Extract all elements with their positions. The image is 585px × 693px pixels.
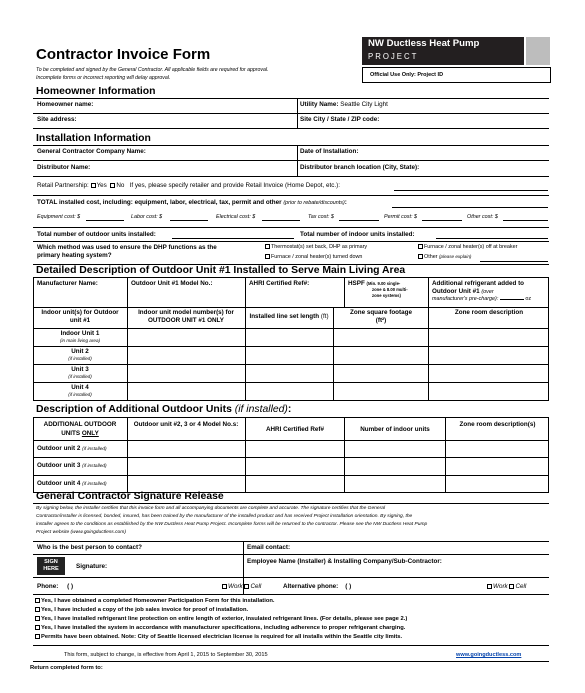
signature-release-heading: General Contractor Signature Release [36,491,224,502]
indoor-unit-label: Unit 4 [71,384,89,391]
col-lineset: Installed line set length (ft) [249,313,329,320]
site-city-field[interactable]: Site City / State / ZIP code: [300,116,380,123]
divider [33,382,549,383]
indoor-unit-note: (if installed) [68,356,92,361]
refrigerant-field[interactable]: Additional refrigerant added to [432,280,525,287]
equipment-cost-field[interactable]: Equipment cost: $ [37,214,81,220]
divider [33,475,549,476]
certification-item[interactable]: Yes, I have included a copy of the job sales invoice for proof of installation. [35,607,248,613]
thermostat-checkbox[interactable] [265,244,270,249]
col-sqft: Zone square footage (ft²) [350,309,412,324]
certification-item[interactable]: Permits have been obtained. Note: City of Seattle licensed electrician license is required for all installs within the Seattle city limits. [35,634,402,640]
divider [33,176,549,177]
permit-cost-line[interactable] [422,220,462,221]
hspf-note-3: zone systems) [372,293,401,298]
website-link[interactable]: www.goingductless.com [456,652,522,658]
tax-cost-field[interactable]: Tax cost: $ [308,214,334,220]
retail-partnership-row: Retail Partnership: Yes No If yes, please specify retailer and provide Retail Invoice (Home Depot, etc.): [37,182,340,189]
divider [33,364,549,365]
certification-checkbox[interactable] [35,598,40,603]
col-additional-ahri: AHRI Certified Ref# [265,426,325,433]
contact-person-field[interactable]: Who is the best person to contact? [37,544,142,551]
divider [245,417,246,493]
method-other-option[interactable]: Other (please explain) [418,254,471,260]
method-furnace-off-option[interactable]: Furnace / zonal heater(s) off at breaker [418,244,517,250]
alt-phone-field[interactable]: Alternative phone: ( ) [283,583,352,590]
col-additional-units-2: UNITS ONLY [61,430,99,437]
divider [33,440,549,441]
phone-type-options: Work Cell [222,583,261,590]
install-date-field[interactable]: Date of Installation: [300,148,359,155]
divider [33,328,549,329]
method-question-line2: primary heating system? [37,252,112,259]
divider [33,661,549,662]
divider [33,195,549,196]
alt-phone-type-options: Work Cell [487,583,526,590]
certification-checkbox[interactable] [35,625,40,630]
certification-checkbox[interactable] [35,616,40,621]
additional-unit-row[interactable]: Outdoor unit 3 (if installed) [37,462,107,469]
retailer-input-line[interactable] [394,190,548,191]
divider [33,541,549,542]
divider [127,417,128,493]
indoor-unit-label: Indoor Unit 1 [60,330,100,337]
tax-cost-line[interactable] [339,220,379,221]
divider [33,594,549,595]
electrical-cost-field[interactable]: Electrical cost: $ [216,214,256,220]
divider [33,503,549,504]
certification-checkbox[interactable] [35,607,40,612]
homeowner-section-heading: Homeowner Information [36,86,156,97]
indoor-unit-note: (in main living area) [59,338,101,343]
form-title: Contractor Invoice Form [36,46,211,63]
alt-cell-checkbox[interactable] [509,584,514,589]
method-thermostat-option[interactable]: Thermostat(s) set back, DHP as primary [265,244,367,250]
divider [33,241,549,242]
official-use-field[interactable]: Official Use Only: Project ID [362,67,551,83]
refrigerant-line3: manufacturer's pre-charge): oz [432,296,532,302]
col-indoor-units: Indoor unit(s) for Outdoor unit #1 [41,309,119,324]
release-text-3: installer agrees to the conditions as established by the NW Ductless Heat Pump Project. Incomplete forms will be returned to the contractor. Please see the NW Ductless Heat Pump [36,522,428,527]
divider [33,113,549,114]
brand-accent-box [526,37,550,65]
utility-name-label: Utility Name: Seattle City Light [300,101,388,108]
divider [33,98,549,99]
divider [33,554,549,555]
equipment-cost-line[interactable] [86,220,124,221]
return-form-to: Return completed form to: [30,665,103,671]
divider [33,346,549,347]
certification-checkbox[interactable] [35,634,40,639]
form-instructions-1: To be completed and signed by the General Contractor. All applicable fields are required for approval. [36,67,269,73]
divider [33,128,549,129]
phone-field[interactable]: Phone: ( ) [37,583,74,590]
release-text-4: Project website (www.goingductless.com) [36,530,126,535]
homeowner-name-field[interactable]: Homeowner name: [37,101,94,108]
divider [33,577,549,578]
ahri-ref-field[interactable]: AHRI Certified Ref#: [249,280,310,287]
additional-units-section-heading: Description of Additional Outdoor Units (if installed): [36,404,292,415]
outdoor-units-count-field[interactable]: Total number of outdoor units installed: [37,231,156,238]
retail-yes-checkbox[interactable] [91,183,96,188]
additional-unit-row[interactable]: Outdoor unit 4 (if installed) [37,480,107,487]
outdoor-units-count-line[interactable] [172,238,294,239]
outdoor-unit1-model-field[interactable]: Outdoor Unit #1 Model No.: [131,280,213,287]
indoor-unit-note: (if installed) [68,392,92,397]
method-furnace-down-option[interactable]: Furnace / zonal heater(s) turned down [265,254,362,260]
other-method-checkbox[interactable] [418,254,423,259]
col-indoor-model: Indoor unit model number(s) for OUTDOOR UNIT #1 ONLY [138,309,234,324]
email-contact-field[interactable]: Email contact: [247,544,291,551]
indoor-units-count-field[interactable]: Total number of indoor units installed: [300,231,415,238]
divider [33,227,549,228]
total-cost-input-line[interactable] [392,207,548,208]
distributor-name-field[interactable]: Distributor Name: [37,164,91,171]
indoor-units-count-line[interactable] [436,238,548,239]
manufacturer-field[interactable]: Manufacturer Name: [37,280,98,287]
permit-cost-field[interactable]: Permit cost: $ [384,214,417,220]
indoor-unit-label: Unit 2 [71,348,89,355]
retail-no-checkbox[interactable] [110,183,115,188]
effective-dates-footer: This form, subject to change, is effective from April 1, 2015 to September 30, 2015 [64,652,268,658]
gc-company-field[interactable]: General Contractor Company Name: [37,148,146,155]
employee-name-field[interactable]: Employee Name (Installer) & Installing Company/Sub-Contractor: [247,558,442,565]
work-phone-checkbox[interactable] [222,584,227,589]
divider [33,160,549,161]
brand-name: NW Ductless Heat Pump [368,38,480,49]
outdoor-unit1-section-heading: Detailed Description of Outdoor Unit #1 Installed to Serve Main Living Area [36,265,406,276]
col-additional-zone: Zone room description(s) [459,421,536,428]
other-method-line[interactable] [480,261,548,262]
alt-work-checkbox[interactable] [487,584,492,589]
labor-cost-line[interactable] [170,220,208,221]
indoor-unit-note: (if installed) [68,374,92,379]
certification-item[interactable]: Yes, I have obtained a completed Homeowner Participation Form for this installation. [35,598,275,604]
divider [344,417,345,493]
total-cost-label: TOTAL installed cost, including: equipment, labor, electrical, tax, permit and other (prior to rebate/discounts): [37,199,347,206]
additional-unit-row[interactable]: Outdoor unit 2 (if installed) [37,445,107,452]
form-instructions-2: Incomplete forms or incorrect reporting will delay approval. [36,75,171,81]
divider [33,307,549,308]
col-additional-units: ADDITIONAL OUTDOOR [43,421,117,428]
labor-cost-field[interactable]: Labor cost: $ [131,214,163,220]
divider [33,457,549,458]
furnace-off-checkbox[interactable] [418,244,423,249]
indoor-unit-label: Unit 3 [71,366,89,373]
col-additional-indoor-count: Number of indoor units [360,426,430,433]
method-question-line1: Which method was used to ensure the DHP functions as the [37,244,217,251]
utility-name-value: Seattle City Light [340,101,388,108]
col-zone-description: Zone room description [454,309,524,316]
col-additional-model: Outdoor unit #2, 3 or 4 Model No.s: [133,421,239,428]
divider [445,417,446,493]
brand-subtitle: PROJECT [368,52,419,61]
installation-section-heading: Installation Information [36,133,151,144]
release-text-2: Contractor/installer is licensed, bonded, insured, has been trained by the manufacturer of the installed product and has received Project installation orientation. By signing, the [36,514,413,519]
site-address-field[interactable]: Site address: [37,116,77,123]
certification-item[interactable]: Yes, I have installed the system in accordance with manufacturer specifications, including adherence to proper refrigerant charging. [35,625,405,631]
cell-phone-checkbox[interactable] [244,584,249,589]
sign-here-badge: SIGN HERE [37,557,65,575]
divider [333,307,334,401]
signature-field[interactable]: Signature: [76,563,108,570]
electrical-cost-line[interactable] [262,220,300,221]
distributor-branch-field[interactable]: Distributor branch location (City, State): [300,164,420,171]
hspf-note-2: zone & 8.00 multi- [372,287,408,292]
divider [33,645,549,646]
other-cost-field[interactable]: Other cost: $ [467,214,498,220]
refrigerant-line2: Outdoor Unit #1 (over [432,288,494,295]
divider [33,145,549,146]
release-text-1: By signing below, the installer certifies that this invoice form and all accompanying documents are complete and accurate. The signature certifies that the General [36,506,386,511]
hspf-field[interactable]: HSPF (Min. 9.00 single- [348,280,401,287]
certification-item[interactable]: Yes, I have installed refrigerant line protection on entire length of exterior, insulated refrigerant lines. (For details, please see page 2.) [35,616,407,622]
furnace-down-checkbox[interactable] [265,254,270,259]
divider [344,277,345,307]
divider [297,98,298,128]
divider [297,145,298,176]
other-cost-line[interactable] [503,220,548,221]
